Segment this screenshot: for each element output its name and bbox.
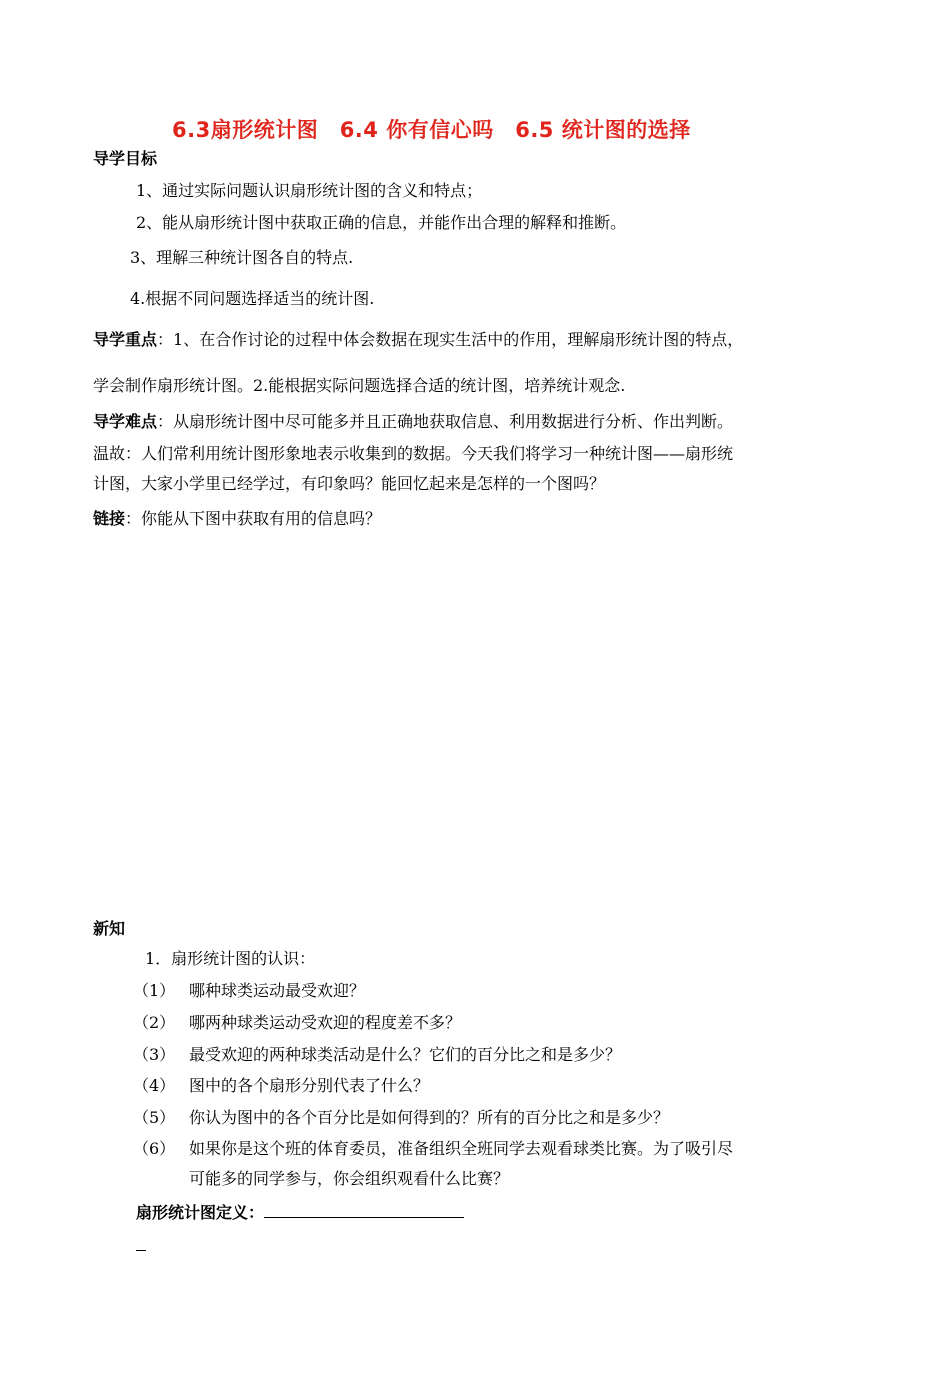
difficulties-label: 导学难点: [93, 412, 158, 431]
question-6-continued: 可能多的同学参与，你会组织观看什么比赛？: [189, 1169, 510, 1188]
goal-item-2: 2、能从扇形统计图中获取正确的信息，并能作出合理的解释和推断。: [136, 213, 627, 232]
question-num: （1）: [133, 981, 176, 1000]
question-text: 哪两种球类运动受欢迎的程度差不多？: [189, 1013, 462, 1032]
question-text: 如果你是这个班的体育委员，准备组织全班同学去观看球类比赛。为了吸引尽: [189, 1139, 734, 1158]
question-1: [133, 978, 365, 1001]
definition-blank[interactable]: [264, 1203, 464, 1218]
link-text: ：你能从下图中获取有用的信息吗？: [125, 509, 382, 528]
question-6: [133, 1136, 733, 1159]
question-4: [133, 1073, 429, 1096]
goal-item-1: 1、通过实际问题认识扇形统计图的含义和特点；: [136, 181, 483, 200]
difficulties-line: [93, 409, 733, 432]
difficulties-text: ：从扇形统计图中尽可能多并且正确地获取信息、利用数据进行分析、作出判断。: [157, 412, 734, 431]
question-num: （6）: [133, 1139, 176, 1158]
key-points-line-1: [93, 327, 743, 350]
question-num: （5）: [133, 1108, 176, 1127]
question-3: [133, 1042, 621, 1065]
key-points-label: 导学重点: [93, 330, 158, 349]
question-text: 你认为图中的各个百分比是如何得到的？所有的百分比之和是多少？: [189, 1108, 670, 1127]
question-5: [133, 1105, 669, 1128]
link-label: 链接: [93, 509, 126, 528]
new-knowledge-sub: 1．扇形统计图的认识：: [145, 949, 316, 968]
definition-label: 扇形统计图定义：: [136, 1203, 265, 1222]
question-num: （2）: [133, 1013, 176, 1032]
new-knowledge-heading: 新知: [93, 919, 126, 938]
question-text: 最受欢迎的两种球类活动是什么？它们的百分比之和是多少？: [189, 1045, 622, 1064]
review-line-1: 温故：人们常利用统计图形象地表示收集到的数据。今天我们将学习一种统计图——扇形统: [93, 444, 734, 463]
question-num: （3）: [133, 1045, 176, 1064]
question-text: 图中的各个扇形分别代表了什么？: [189, 1076, 430, 1095]
question-2: [133, 1010, 461, 1033]
goals-heading: 导学目标: [93, 149, 158, 168]
divider-dash: [136, 1250, 146, 1251]
question-num: （4）: [133, 1076, 176, 1095]
key-points-line-2: 学会制作扇形统计图。2.能根据实际问题选择合适的统计图，培养统计观念.: [93, 376, 626, 395]
review-line-2: 计图，大家小学里已经学过，有印象吗？能回忆起来是怎样的一个图吗？: [93, 474, 606, 493]
key-points-text-1: ：1、在合作讨论的过程中体会数据在现实生活中的作用，理解扇形统计图的特点，: [157, 330, 744, 349]
page-title: 6.3扇形统计图 6.4 你有信心吗 6.5 统计图的选择: [172, 118, 691, 142]
definition-line: [136, 1200, 464, 1223]
link-line: [93, 506, 381, 529]
goal-item-3: 3、理解三种统计图各自的特点.: [130, 248, 354, 267]
question-text: 哪种球类运动最受欢迎？: [189, 981, 366, 1000]
goal-item-4: 4.根据不同问题选择适当的统计图.: [130, 289, 375, 308]
